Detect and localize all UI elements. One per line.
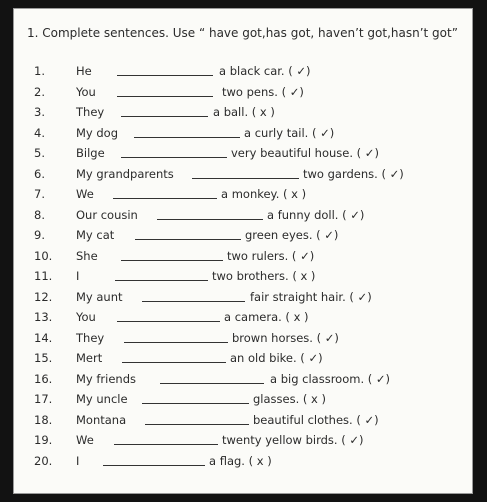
sentence-item [34, 123, 464, 144]
item-number: 17. [34, 392, 53, 406]
item-number: 8. [34, 207, 45, 222]
item-number: 12. [34, 289, 53, 304]
answer-blank[interactable] [117, 307, 220, 322]
item-completion: a funny doll. ( ✓) [267, 207, 365, 222]
sentence-item [34, 348, 464, 369]
item-number: 7. [34, 187, 45, 201]
sentence-item [34, 451, 464, 472]
item-completion: twenty yellow birds. ( ✓) [222, 433, 364, 447]
item-completion: a big classroom. ( ✓) [270, 371, 391, 386]
sentence-list [34, 61, 464, 471]
item-number: 2. [34, 84, 45, 99]
item-number: 5. [34, 146, 45, 160]
item-completion: a ball. ( x ) [213, 105, 275, 119]
item-completion: two pens. ( ✓) [222, 84, 304, 99]
item-completion: very beautiful house. ( ✓) [231, 146, 379, 160]
item-completion: a curly tail. ( ✓) [244, 125, 335, 140]
sentence-item [34, 287, 464, 308]
answer-blank[interactable] [134, 123, 240, 138]
item-completion: two brothers. ( x ) [212, 269, 316, 283]
sentence-item [34, 102, 464, 123]
sentence-item [34, 82, 464, 103]
item-number: 3. [34, 105, 45, 119]
answer-blank[interactable] [145, 410, 249, 425]
item-completion: a camera. ( x ) [224, 310, 309, 324]
item-number: 1. [34, 64, 45, 78]
item-subject: My friends [76, 371, 137, 386]
item-subject: You [76, 84, 96, 99]
item-number: 11. [34, 269, 53, 283]
exercise-heading: 1. Complete sentences. Use “ have got,has got, haven’t got,hasn’t got” [27, 26, 458, 40]
item-subject: He [76, 64, 92, 78]
sentence-item [34, 205, 464, 226]
item-subject: They [76, 330, 105, 345]
item-subject: They [76, 105, 105, 119]
answer-blank[interactable] [157, 205, 263, 220]
item-completion: a monkey. ( x ) [221, 187, 307, 201]
item-number: 6. [34, 166, 45, 181]
item-completion: fair straight hair. ( ✓) [250, 289, 372, 304]
sentence-item [34, 164, 464, 185]
sentence-item [34, 369, 464, 390]
item-number: 16. [34, 371, 53, 386]
answer-blank[interactable] [142, 287, 245, 302]
item-subject: I [76, 453, 80, 468]
answer-blank[interactable] [121, 102, 208, 117]
answer-blank[interactable] [135, 225, 241, 240]
answer-blank[interactable] [113, 184, 217, 199]
answer-blank[interactable] [103, 451, 205, 466]
item-number: 4. [34, 125, 45, 140]
item-completion: green eyes. ( ✓) [245, 228, 339, 242]
item-completion: beautiful clothes. ( ✓) [253, 412, 379, 427]
sentence-item [34, 184, 464, 205]
sentence-item [34, 389, 464, 410]
answer-blank[interactable] [122, 348, 226, 363]
item-subject: My cat [76, 228, 115, 242]
answer-blank[interactable] [117, 61, 213, 76]
item-subject: She [76, 248, 98, 263]
item-subject: My grandparents [76, 166, 174, 181]
item-subject: Our cousin [76, 207, 138, 222]
item-subject: My dog [76, 125, 119, 140]
item-subject: My uncle [76, 392, 128, 406]
worksheet-page [13, 8, 473, 494]
answer-blank[interactable] [160, 369, 264, 384]
sentence-item [34, 246, 464, 267]
item-completion: a black car. ( ✓) [219, 64, 311, 78]
answer-blank[interactable] [117, 82, 213, 97]
sentence-item [34, 307, 464, 328]
answer-blank[interactable] [121, 143, 227, 158]
item-completion: brown horses. ( ✓) [232, 330, 339, 345]
item-subject: Montana [76, 412, 127, 427]
item-completion: two rulers. ( ✓) [227, 248, 315, 263]
item-subject: You [76, 310, 96, 324]
item-number: 20. [34, 453, 53, 468]
item-number: 19. [34, 433, 53, 447]
item-subject: My aunt [76, 289, 123, 304]
item-completion: a flag. ( x ) [209, 453, 272, 468]
answer-blank[interactable] [124, 328, 228, 343]
item-subject: I [76, 269, 80, 283]
sentence-item [34, 410, 464, 431]
item-number: 18. [34, 412, 53, 427]
sentence-item [34, 61, 464, 82]
answer-blank[interactable] [121, 246, 223, 261]
answer-blank[interactable] [192, 164, 299, 179]
sentence-item [34, 430, 464, 451]
answer-blank[interactable] [142, 389, 249, 404]
answer-blank[interactable] [114, 430, 218, 445]
item-number: 14. [34, 330, 53, 345]
item-number: 13. [34, 310, 53, 324]
item-completion: glasses. ( x ) [253, 392, 326, 406]
item-subject: Bilge [76, 146, 105, 160]
item-number: 15. [34, 351, 53, 365]
item-subject: Mert [76, 351, 103, 365]
sentence-item [34, 225, 464, 246]
item-number: 9. [34, 228, 45, 242]
sentence-item [34, 266, 464, 287]
item-completion: an old bike. ( ✓) [230, 351, 323, 365]
answer-blank[interactable] [115, 266, 208, 281]
sentence-item [34, 143, 464, 164]
sentence-item [34, 328, 464, 349]
item-subject: We [76, 433, 94, 447]
item-subject: We [76, 187, 94, 201]
item-completion: two gardens. ( ✓) [303, 166, 404, 181]
item-number: 10. [34, 248, 53, 263]
